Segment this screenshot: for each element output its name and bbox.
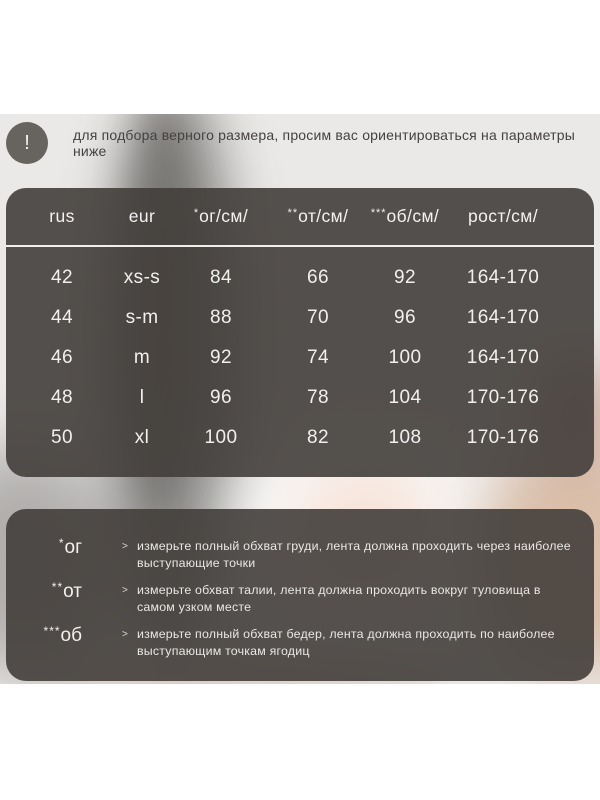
table-cell: 92	[210, 347, 232, 368]
table-cell: 48	[51, 387, 73, 408]
table-cell: 42	[51, 267, 73, 288]
table-cell: 44	[51, 307, 73, 328]
note-row-ob	[6, 626, 594, 659]
table-row	[6, 338, 594, 378]
header-cell-ot: **от/см/	[287, 206, 349, 226]
alert-icon	[6, 122, 48, 164]
note-term: ***об	[43, 624, 82, 646]
asterisk-marks: **	[51, 580, 64, 594]
asterisk-marks: **	[287, 207, 299, 219]
table-cell: 100	[388, 347, 422, 368]
note-line: измерьте полный обхват бедер, лента должна проходить по наиболее	[137, 627, 555, 641]
table-cell: m	[133, 347, 151, 368]
note-row-ot	[6, 582, 594, 615]
table-cell: 164-170	[466, 267, 540, 288]
note-text	[122, 538, 571, 571]
table-cell: 82	[307, 427, 329, 448]
table-row	[6, 418, 594, 458]
table-cell: 50	[51, 427, 73, 448]
table-cell: 108	[388, 427, 422, 448]
note-line: измерьте полный обхват груди, лента должна проходить через наиболее	[137, 539, 571, 553]
asterisk-marks: ***	[370, 207, 387, 219]
table-cell: 104	[388, 387, 422, 408]
chevron-marker-icon: >	[122, 585, 129, 596]
table-cell: 170-176	[466, 427, 540, 448]
table-cell: 164-170	[466, 347, 540, 368]
asterisk-marks: *	[58, 536, 65, 550]
table-row	[6, 378, 594, 418]
table-cell: 88	[210, 307, 232, 328]
notice-text: для подбора верного размера, просим вас ориентироваться на параметры ниже	[73, 127, 575, 159]
table-cell: 70	[307, 307, 329, 328]
note-term: *ог	[58, 536, 82, 558]
table-cell: 96	[210, 387, 232, 408]
table-cell: xl	[134, 427, 150, 448]
table-cell: xs-s	[123, 267, 161, 288]
table-cell: 84	[210, 267, 232, 288]
measurement-notes-panel	[6, 509, 594, 681]
note-term: **от	[51, 580, 82, 602]
note-text	[122, 626, 555, 659]
header-cell-rus: rus	[49, 206, 75, 226]
table-cell: 66	[307, 267, 329, 288]
size-table-header	[6, 188, 594, 245]
chevron-marker-icon: >	[122, 629, 129, 640]
note-line: выступающим точкам ягодиц	[137, 643, 310, 658]
table-cell: 164-170	[466, 307, 540, 328]
note-row-og	[6, 538, 594, 571]
table-cell: 78	[307, 387, 329, 408]
table-cell: 74	[307, 347, 329, 368]
note-text	[122, 582, 541, 615]
table-cell: 92	[394, 267, 416, 288]
note-line: выступающие точки	[137, 555, 256, 570]
header-cell-og: *ог/см/	[193, 206, 249, 226]
note-line: измерьте обхват талии, лента должна проходить вокруг туловища в	[137, 583, 541, 597]
header-cell-ob: ***об/см/	[370, 206, 440, 226]
table-cell: 170-176	[466, 387, 540, 408]
table-row	[6, 298, 594, 338]
table-row	[6, 258, 594, 298]
asterisk-marks: ***	[43, 624, 61, 638]
exclamation-icon: !	[24, 132, 30, 154]
asterisk-marks: *	[193, 207, 200, 219]
size-table-panel	[6, 188, 594, 477]
header-cell-eur: eur	[128, 206, 156, 226]
size-table-body	[6, 247, 594, 458]
header-cell-rost: рост/см/	[468, 206, 538, 226]
table-cell: s-m	[125, 307, 159, 328]
table-cell: l	[139, 387, 145, 408]
note-line: самом узком месте	[137, 599, 252, 614]
chevron-marker-icon: >	[122, 541, 129, 552]
table-cell: 100	[204, 427, 238, 448]
table-cell: 46	[51, 347, 73, 368]
table-cell: 96	[394, 307, 416, 328]
